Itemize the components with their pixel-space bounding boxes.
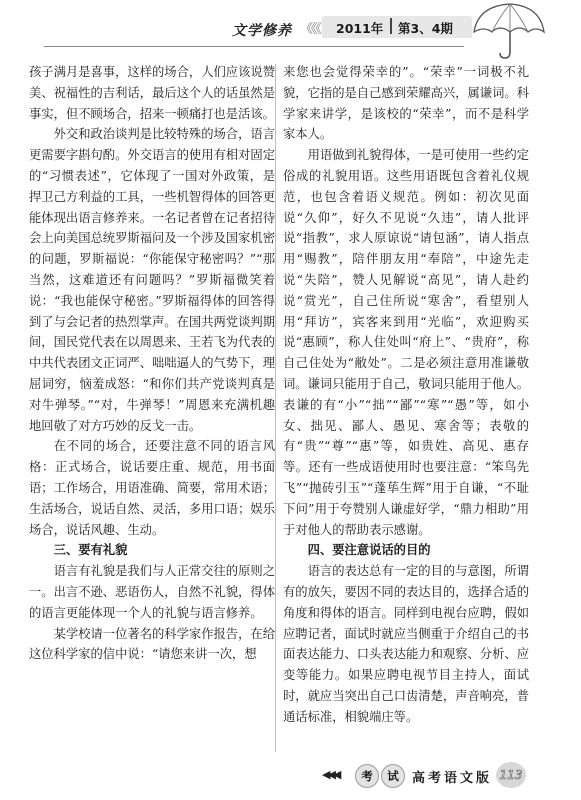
paragraph: 在不同的场合，还要注意不同的语言风格：正式场合，说话要庄重、规范，用书面语；工作场合，用语准确、简要，常用术语；生活场合，说话自然、灵活，多用口语；娱乐场合，说话风趣、生动。 — [29, 439, 275, 537]
right-text-column — [283, 62, 529, 728]
section-heading: 四、要注意说话的目的 — [307, 543, 431, 558]
left-text-column — [29, 62, 275, 665]
section-heading: 三、要有礼貌 — [53, 543, 128, 558]
issue-separator — [390, 18, 392, 34]
issue-number: 第3、4期 — [398, 21, 453, 36]
issue-year: 2011年 — [336, 21, 384, 36]
header-rule — [44, 46, 464, 47]
column-divider — [275, 64, 276, 752]
paragraph: 外交和政治谈判是比较特殊的场合，语言更需要字斟句酌。外交语言的使用有相对固定的“习惯表述”，它体现了一国对外政策，是捍卫己方利益的工具，一些机智得体的回答更能体现出语言修养来。一名记者曾在记者招待会上向美国总统罗斯福问及一个涉及国家机密的问题，罗斯福说：“你能保守秘密吗？”“那当然，这难道还有问题吗？”罗斯福微笑着说：“我也能保守秘密。”罗斯福得体的回答得到了与会记者的热烈掌声。在国共两党谈判期间，国民党代表在以周恩来、王若飞为代表的中共代表团文正词严、咄咄逼人的气势下，理屈词穷，恼羞成怒：“和你们共产党谈判真是对牛弹琴。”“对，牛弹琴！”周恩来充满机趣地回敬了对方巧妙的反戈一击。 — [29, 127, 275, 433]
column-title: 文学修养 — [232, 23, 292, 39]
paragraph: 语言的表达总有一定的目的与意图，所谓有的放矢，要因不同的表达目的，选择合适的角度和得体的语言。同样到电视台应聘，假如应聘记者，面试时就应当侧重于介绍自己的书面表达能力、口头表达能力和观察、分析、应变等能力。如果应聘电视节目主持人，面试时，就应当突出自己口齿清楚，声音响亮，普通话标准，相貌端庄等。 — [283, 564, 529, 724]
paragraph: 来您也会觉得荣幸的”。“荣幸”一词极不礼貌，它指的是自己感到荣耀高兴，属谦词。科学家来讲学，是该校的“荣幸”，而不是科学家本人。 — [283, 65, 529, 142]
chevron-decoration: 《《《 — [300, 22, 321, 37]
page-number: 113 — [499, 768, 523, 782]
page-header — [0, 0, 581, 60]
footer-circle-test: 试 — [381, 764, 405, 788]
page-footer — [0, 760, 581, 800]
publication-name: 高考语文版 — [412, 771, 493, 786]
paragraph: 语言有礼貌是我们与人正常交往的原则之一。出言不逊、恶语伤人，自然不礼貌，得体的语言更能体现一个人的礼貌与语言修养。 — [29, 564, 275, 620]
umbrella-icon — [470, 2, 546, 60]
footer-circle-exam: 考 — [355, 764, 379, 788]
arrow-icon: ◀◀◀ — [322, 768, 339, 781]
paragraph: 某学校请一位著名的科学家作报告，在给这位科学家的信中说：“请您来讲一次，想 — [29, 626, 275, 662]
paragraph: 孩子满月是喜事，这样的场合，人们应该说赞美、祝福性的吉利话，最后这个人的话虽然是事实，但不顾场合，招来一顿痛打也是活该。 — [29, 65, 275, 121]
paragraph: 用语做到礼貌得体，一是可使用一些约定俗成的礼貌用语。这些用语既包含着礼仪规范，也包含着语义规范。例如：初次见面说“久仰”，好久不见说“久违”，请人批评说“指教”，求人原谅说“请包涵”，请人指点用“赐教”，陪伴朋友用“奉陪”，中途先走说“失陪”，赞人见解说“高见”，请人赴约说“赏光”，自己住所说“寒舍”，看望别人用“拜访”，宾客来到用“光临”，欢迎购买说“惠顾”，称人住处叫“府上”、“贵府”，称自己住处为“敝处”。二是必须注意用准谦敬词。谦词只能用于自己，敬词只能用于他人。表谦的有“小”“拙”“鄙”“寒”“愚”等，如小女、拙见、鄙人、愚见、寒舍等；表敬的有“贵”“尊”“惠”等，如贵姓、高见、惠存等。还有一些成语使用时也要注意：“笨鸟先飞”“抛砖引玉”“蓬荜生辉”用于自谦，“不耻下问”用于夸赞别人谦虚好学，“鼎力相助”用于对他人的帮助表示感谢。 — [283, 148, 529, 537]
